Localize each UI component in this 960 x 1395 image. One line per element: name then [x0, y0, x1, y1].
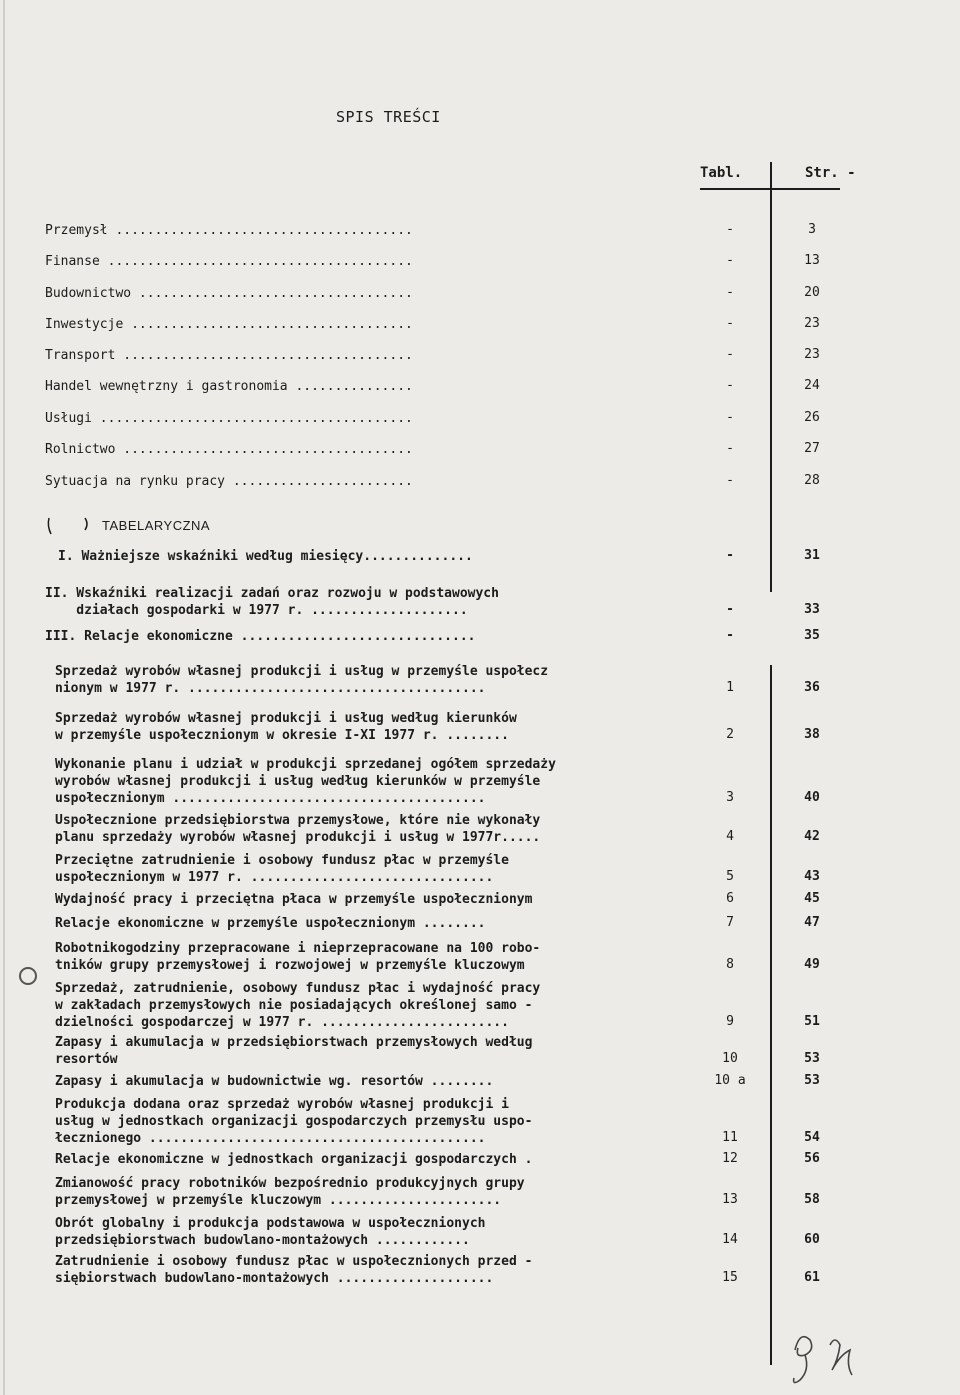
table-label-line: uspołecznionym w 1977 r. ...............................: [55, 870, 494, 885]
table-label-line: Sprzedaż wyrobów własnej produkcji i usług według kierunków: [55, 711, 517, 726]
str-cell: 33: [804, 602, 820, 617]
tabl-cell: 15: [722, 1270, 738, 1285]
table-label-line: nionym w 1977 r. ......................................: [55, 681, 486, 696]
table-label-line: Przeciętne zatrudnienie i osobowy fundusz płac w przemyśle: [55, 853, 509, 868]
tabl-cell: 5: [726, 869, 734, 884]
tabl-cell: 8: [726, 957, 734, 972]
table-label-line: Robotnikogodziny przepracowane i nieprzepracowane na 100 robo-: [55, 941, 541, 956]
roman-label-line: działach gospodarki w 1977 r. ....................: [45, 603, 468, 618]
tabl-cell: 9: [726, 1014, 734, 1029]
column-divider-top: [770, 162, 772, 592]
tabl-cell: -: [726, 378, 734, 393]
tabl-cell: 13: [722, 1192, 738, 1207]
tabl-cell: 4: [726, 829, 734, 844]
tabl-cell: 10: [722, 1051, 738, 1066]
handwritten-signature-icon: [780, 1320, 870, 1390]
toc-label: Rolnictwo .....................................: [45, 442, 413, 457]
table-label-line: przemysłowej w przemyśle kluczowym ......................: [55, 1193, 502, 1208]
table-label-line: siębiorstwach budowlano-montażowych ....................: [55, 1271, 494, 1286]
toc-label: Usługi ........................................: [45, 411, 413, 426]
table-label-line: wyrobów własnej produkcji i usług według kierunków w przemyśle: [55, 774, 541, 789]
column-header-str: Str. -: [805, 165, 856, 181]
str-cell: 26: [804, 410, 820, 425]
column-divider-bottom: [770, 665, 772, 1365]
tabl-cell: -: [726, 602, 734, 617]
toc-label: Przemysł ......................................: [45, 223, 413, 238]
str-cell: 23: [804, 316, 820, 331]
str-cell: 13: [804, 253, 820, 268]
str-cell: 49: [804, 957, 820, 972]
tabl-cell: -: [726, 441, 734, 456]
tabl-cell: 1: [726, 680, 734, 695]
table-label-line: uspołecznionym ........................................: [55, 791, 486, 806]
table-label-line: Obrót globalny i produkcja podstawowa w uspołecznionych: [55, 1216, 486, 1231]
table-label-line: przedsiębiorstwach budowlano-montażowych ............: [55, 1233, 470, 1248]
table-label-line: Zmianowość pracy robotników bezpośrednio produkcyjnych grupy: [55, 1176, 525, 1191]
column-header-tabl: Tabl.: [700, 165, 743, 181]
toc-label: Sytuacja na rynku pracy .......................: [45, 474, 413, 489]
tabl-cell: -: [726, 548, 734, 563]
tabl-cell: -: [726, 222, 734, 237]
page-edge: [3, 0, 5, 1395]
toc-label: Transport .....................................: [45, 348, 413, 363]
str-cell: 45: [804, 891, 820, 906]
tabl-cell: -: [726, 253, 734, 268]
toc-label: Inwestycje ....................................: [45, 317, 413, 332]
str-cell: 23: [804, 347, 820, 362]
str-cell: 31: [804, 548, 820, 563]
tabl-cell: 2: [726, 727, 734, 742]
str-cell: 54: [804, 1130, 820, 1145]
str-cell: 28: [804, 473, 820, 488]
stamp-mark-icon: [10, 960, 40, 990]
str-cell: 36: [804, 680, 820, 695]
str-cell: 43: [804, 869, 820, 884]
toc-label: Budownictwo ...................................: [45, 286, 413, 301]
table-label-line: w przemyśle uspołecznionym w okresie I-XI 1977 r. ........: [55, 728, 509, 743]
toc-label: Finanse .......................................: [45, 254, 413, 269]
str-cell: 27: [804, 441, 820, 456]
str-cell: 60: [804, 1232, 820, 1247]
table-label-line: planu sprzedaży wyrobów własnej produkcji i usług w 1977r.....: [55, 830, 541, 845]
table-label-line: łecznionego ...........................................: [55, 1131, 486, 1146]
str-cell: 58: [804, 1192, 820, 1207]
section-heading: TABELARYCZNA: [102, 518, 211, 533]
table-label-line: Sprzedaż, zatrudnienie, osobowy fundusz płac i wydajność pracy: [55, 981, 541, 996]
table-label-line: tników grupy przemysłowej i rozwojowej w przemyśle kluczowym: [55, 958, 525, 973]
table-label-line: Wydajność pracy i przeciętna płaca w przemyśle uspołecznionym: [55, 892, 533, 907]
tabl-cell: 3: [726, 790, 734, 805]
str-cell: 61: [804, 1270, 820, 1285]
table-label-line: usług w jednostkach organizacji gospodarczych przemysłu uspo-: [55, 1114, 533, 1129]
roman-label-line: III. Relacje ekonomiczne ..............................: [45, 629, 476, 644]
tabl-cell: 12: [722, 1151, 738, 1166]
tabl-cell: 6: [726, 891, 734, 906]
str-cell: 53: [804, 1073, 820, 1088]
table-label-line: dzielności gospodarczej w 1977 r. ........................: [55, 1015, 509, 1030]
str-cell: 38: [804, 727, 820, 742]
str-cell: 53: [804, 1051, 820, 1066]
table-label-line: w zakładach przemysłowych nie posiadających określonej samo -: [55, 998, 533, 1013]
table-label-line: Relacje ekonomiczne w jednostkach organizacji gospodarczych .: [55, 1152, 533, 1167]
table-label-line: Zapasy i akumulacja w przedsiębiorstwach przemysłowych według: [55, 1035, 533, 1050]
table-label-line: Uspołecznione przedsiębiorstwa przemysłowe, które nie wykonały: [55, 813, 541, 828]
str-cell: 47: [804, 915, 820, 930]
tabl-cell: -: [726, 410, 734, 425]
toc-label: Handel wewnętrzny i gastronomia ...............: [45, 379, 413, 394]
roman-label-line: I. Ważniejsze wskaźniki według miesięcy..............: [58, 549, 473, 564]
str-cell: 40: [804, 790, 820, 805]
str-cell: 24: [804, 378, 820, 393]
str-cell: 35: [804, 628, 820, 643]
table-label-line: resortów: [55, 1052, 118, 1067]
tabl-cell: -: [726, 316, 734, 331]
table-label-line: Wykonanie planu i udział w produkcji sprzedanej ogółem sprzedaży: [55, 757, 556, 772]
str-cell: 20: [804, 285, 820, 300]
str-cell: 51: [804, 1014, 820, 1029]
str-cell: 56: [804, 1151, 820, 1166]
tabl-cell: 11: [722, 1130, 738, 1145]
tabl-cell: -: [726, 628, 734, 643]
bracket-mark-icon: [45, 514, 93, 538]
tabl-cell: -: [726, 473, 734, 488]
tabl-cell: -: [726, 285, 734, 300]
tabl-cell: 7: [726, 915, 734, 930]
table-label-line: Relacje ekonomiczne w przemyśle uspołecznionym ........: [55, 916, 486, 931]
table-label-line: Zapasy i akumulacja w budownictwie wg. resortów ........: [55, 1074, 494, 1089]
table-label-line: Sprzedaż wyrobów własnej produkcji i usług w przemyśle uspołecz: [55, 664, 549, 679]
tabl-cell: 10 a: [714, 1073, 746, 1088]
tabl-cell: 14: [722, 1232, 738, 1247]
table-label-line: Zatrudnienie i osobowy fundusz płac w uspołecznionych przed -: [55, 1254, 533, 1269]
table-label-line: Produkcja dodana oraz sprzedaż wyrobów własnej produkcji i: [55, 1097, 509, 1112]
page-title: SPIS TREŚCI: [336, 108, 441, 126]
roman-label-line: II. Wskaźniki realizacji zadań oraz rozwoju w podstawowych: [45, 586, 499, 601]
tabl-cell: -: [726, 347, 734, 362]
str-cell: 3: [808, 222, 816, 237]
str-cell: 42: [804, 829, 820, 844]
